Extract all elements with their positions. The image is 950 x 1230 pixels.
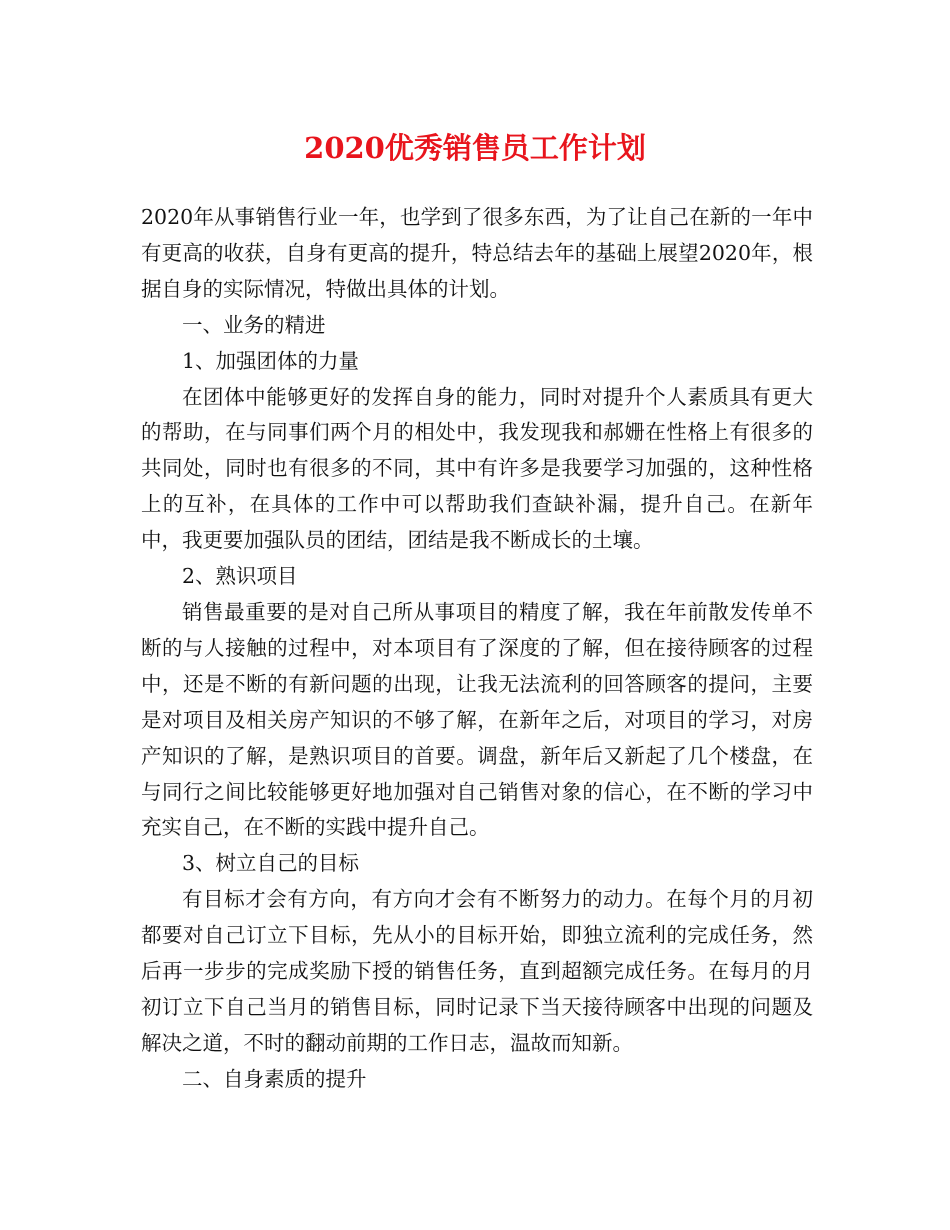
- paragraph-1-2: 销售最重要的是对自己所从事项目的精度了解，我在年前散发传单不断的与人接触的过程中，对本项目有了深度的了解，但在接待顾客的过程中，还是不断的有新问题的出现，让我无法流利的回答顾客的提问，主要是对项目及相关房产知识的不够了解，在新年之后，对项目的学习，对房产知识的了解，是熟识项目的首要。调盘，新年后又新起了几个楼盘，在与同行之间比较能够更好地加强对自己销售对象的信心，在不断的学习中充实自己，在不断的实践中提升自己。: [141, 599, 813, 840]
- paragraph-intro: 2020年从事销售行业一年，也学到了很多东西，为了让自己在新的一年中有更高的收获，自身有更高的提升，特总结去年的基础上展望2020年，根据自身的实际情况，特做出具体的计划。: [141, 205, 813, 301]
- paragraph-1-1: 在团体中能够更好的发挥自身的能力，同时对提升个人素质具有更大的帮助，在与同事们两个月的相处中，我发现我和郝姗在性格上有很多的共同处，同时也有很多的不同，其中有许多是我要学习加强的，这种性格上的互补，在具体的工作中可以帮助我们查缺补漏，提升自己。在新年中，我更要加强队员的团结，团结是我不断成长的土壤。: [141, 384, 813, 553]
- document-title: 2020优秀销售员工作计划: [304, 131, 646, 165]
- paragraph-1-3: 有目标才会有方向，有方向才会有不断努力的动力。在每个月的月初都要对自己订立下目标，先从小的目标开始，即独立流利的完成任务，然后再一步步的完成奖励下授的销售任务，直到超额完成任务。在每月的月初订立下自己当月的销售目标，同时记录下当天接待顾客中出现的问题及解决之道，不时的翻动前期的工作日志，温故而知新。: [141, 887, 813, 1055]
- heading-section-1: 一、业务的精进: [182, 312, 326, 337]
- subheading-1-1: 1、加强团体的力量: [182, 348, 360, 373]
- subheading-1-3: 3、树立自己的目标: [182, 851, 360, 876]
- heading-section-2: 二、自身素质的提升: [182, 1066, 367, 1091]
- subheading-1-2: 2、熟识项目: [182, 564, 298, 589]
- document-body: [141, 200, 813, 1098]
